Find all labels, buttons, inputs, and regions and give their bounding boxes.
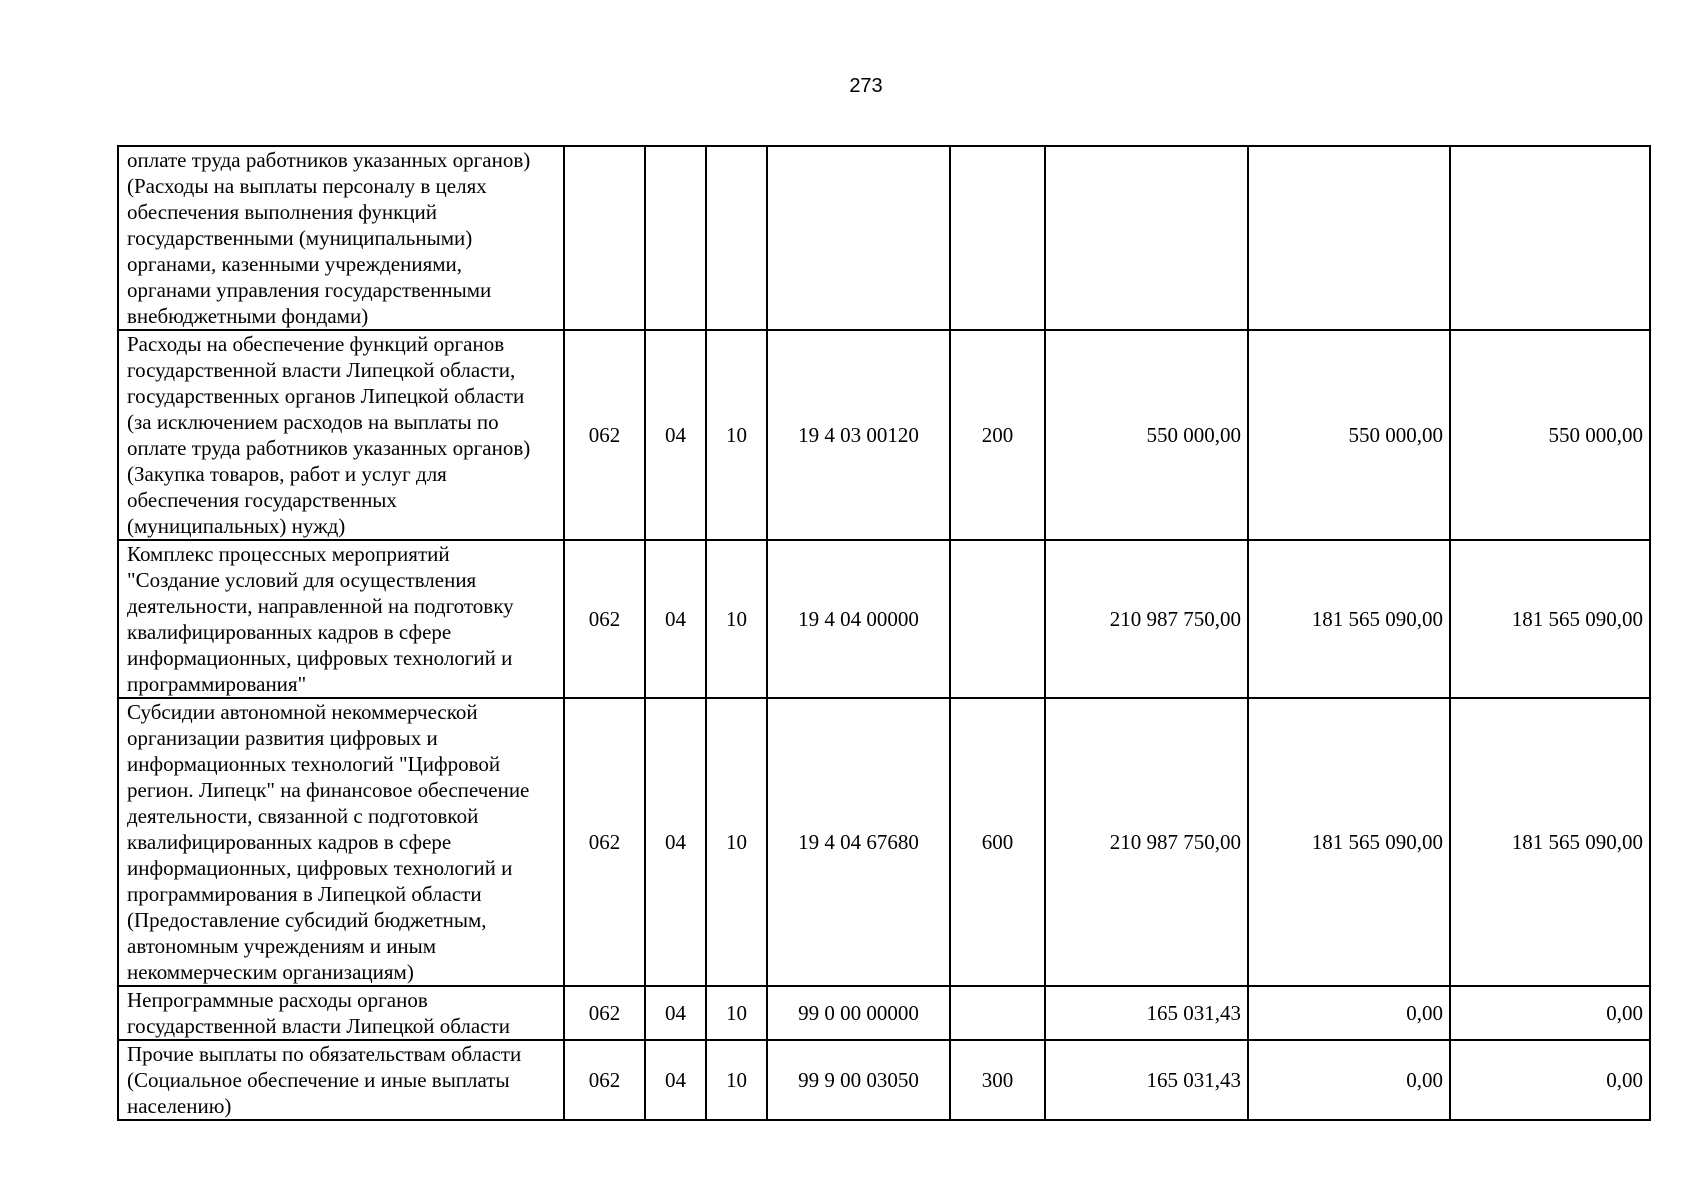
subsection-code bbox=[706, 146, 767, 330]
description-line: государственной власти Липецкой области bbox=[127, 1014, 510, 1038]
ministry-code bbox=[564, 146, 645, 330]
description-line: программирования в Липецкой области bbox=[127, 882, 482, 906]
description-line: (Закупка товаров, работ и услуг для bbox=[127, 462, 447, 486]
description-line: (Расходы на выплаты персоналу в целях bbox=[127, 174, 487, 198]
amount-year-3: 0,00 bbox=[1450, 986, 1650, 1040]
amount-year-1: 550 000,00 bbox=[1045, 330, 1248, 540]
target-article-code: 19 4 04 00000 bbox=[767, 540, 950, 698]
amount-year-2: 0,00 bbox=[1248, 986, 1450, 1040]
budget-table bbox=[117, 145, 1651, 1121]
description-line: некоммерческим организациям) bbox=[127, 960, 414, 984]
target-article-code bbox=[767, 146, 950, 330]
description-line: организации развития цифровых и bbox=[127, 726, 438, 750]
subsection-code: 10 bbox=[706, 330, 767, 540]
amount-year-1: 210 987 750,00 bbox=[1045, 540, 1248, 698]
description-line: обеспечения выполнения функций bbox=[127, 200, 438, 224]
table-row bbox=[118, 146, 1650, 330]
expense-type-code bbox=[950, 540, 1045, 698]
amount-year-2: 550 000,00 bbox=[1248, 330, 1450, 540]
amount-year-3: 550 000,00 bbox=[1450, 330, 1650, 540]
target-article-code: 19 4 03 00120 bbox=[767, 330, 950, 540]
section-code: 04 bbox=[645, 1040, 706, 1120]
expense-type-code: 600 bbox=[950, 698, 1045, 986]
row-description bbox=[118, 330, 564, 540]
expense-type-code bbox=[950, 986, 1045, 1040]
ministry-code: 062 bbox=[564, 698, 645, 986]
description-line: внебюджетными фондами) bbox=[127, 304, 369, 328]
section-code: 04 bbox=[645, 330, 706, 540]
description-line: информационных, цифровых технологий и bbox=[127, 646, 513, 670]
ministry-code: 062 bbox=[564, 1040, 645, 1120]
description-line: программирования" bbox=[127, 672, 307, 696]
description-line: Субсидии автономной некоммерческой bbox=[127, 700, 478, 724]
row-description bbox=[118, 986, 564, 1040]
row-description bbox=[118, 698, 564, 986]
amount-year-3: 0,00 bbox=[1450, 1040, 1650, 1120]
amount-year-3: 181 565 090,00 bbox=[1450, 540, 1650, 698]
description-line: органами, казенными учреждениями, bbox=[127, 252, 463, 276]
page-number: 273 bbox=[849, 75, 883, 97]
amount-year-2 bbox=[1248, 146, 1450, 330]
description-line: (за исключением расходов на выплаты по bbox=[127, 410, 499, 434]
description-line: государственных органов Липецкой области bbox=[127, 384, 525, 408]
description-line: государственными (муниципальными) bbox=[127, 226, 473, 250]
amount-year-2: 0,00 bbox=[1248, 1040, 1450, 1120]
expense-type-code bbox=[950, 146, 1045, 330]
amount-year-2: 181 565 090,00 bbox=[1248, 698, 1450, 986]
description-line: Комплекс процессных мероприятий bbox=[127, 542, 450, 566]
target-article-code: 99 9 00 03050 bbox=[767, 1040, 950, 1120]
subsection-code: 10 bbox=[706, 698, 767, 986]
description-line: органами управления государственными bbox=[127, 278, 492, 302]
subsection-code: 10 bbox=[706, 540, 767, 698]
section-code: 04 bbox=[645, 540, 706, 698]
ministry-code: 062 bbox=[564, 330, 645, 540]
amount-year-1: 210 987 750,00 bbox=[1045, 698, 1248, 986]
ministry-code: 062 bbox=[564, 986, 645, 1040]
amount-year-1 bbox=[1045, 146, 1248, 330]
row-description bbox=[118, 1040, 564, 1120]
amount-year-3 bbox=[1450, 146, 1650, 330]
amount-year-1: 165 031,43 bbox=[1045, 986, 1248, 1040]
row-description bbox=[118, 146, 564, 330]
description-line: населению) bbox=[127, 1094, 232, 1118]
description-line: (Социальное обеспечение и иные выплаты bbox=[127, 1068, 510, 1092]
target-article-code: 99 0 00 00000 bbox=[767, 986, 950, 1040]
table-row bbox=[118, 330, 1650, 540]
target-article-code: 19 4 04 67680 bbox=[767, 698, 950, 986]
description-line: квалифицированных кадров в сфере bbox=[127, 620, 452, 644]
description-line: Прочие выплаты по обязательствам области bbox=[127, 1042, 522, 1066]
description-line: (Предоставление субсидий бюджетным, bbox=[127, 908, 487, 932]
subsection-code: 10 bbox=[706, 986, 767, 1040]
description-line: оплате труда работников указанных органов) bbox=[127, 436, 531, 460]
row-description bbox=[118, 540, 564, 698]
description-line: деятельности, связанной с подготовкой bbox=[127, 804, 479, 828]
description-line: обеспечения государственных bbox=[127, 488, 397, 512]
table-row bbox=[118, 698, 1650, 986]
amount-year-2: 181 565 090,00 bbox=[1248, 540, 1450, 698]
description-line: квалифицированных кадров в сфере bbox=[127, 830, 452, 854]
ministry-code: 062 bbox=[564, 540, 645, 698]
description-line: Расходы на обеспечение функций органов bbox=[127, 332, 505, 356]
description-line: Непрограммные расходы органов bbox=[127, 988, 428, 1012]
description-line: оплате труда работников указанных органов) bbox=[127, 148, 531, 172]
description-line: государственной власти Липецкой области, bbox=[127, 358, 516, 382]
table-row bbox=[118, 986, 1650, 1040]
table-body bbox=[118, 146, 1650, 1120]
amount-year-3: 181 565 090,00 bbox=[1450, 698, 1650, 986]
section-code: 04 bbox=[645, 986, 706, 1040]
description-line: (муниципальных) нужд) bbox=[127, 514, 346, 538]
section-code: 04 bbox=[645, 698, 706, 986]
description-line: деятельности, направленной на подготовку bbox=[127, 594, 514, 618]
subsection-code: 10 bbox=[706, 1040, 767, 1120]
section-code bbox=[645, 146, 706, 330]
description-line: автономным учреждениям и иным bbox=[127, 934, 437, 958]
description-line: информационных технологий "Цифровой bbox=[127, 752, 501, 776]
description-line: регион. Липецк" на финансовое обеспечение bbox=[127, 778, 530, 802]
expense-type-code: 200 bbox=[950, 330, 1045, 540]
table-row bbox=[118, 1040, 1650, 1120]
amount-year-1: 165 031,43 bbox=[1045, 1040, 1248, 1120]
expense-type-code: 300 bbox=[950, 1040, 1045, 1120]
table-row bbox=[118, 540, 1650, 698]
description-line: информационных, цифровых технологий и bbox=[127, 856, 513, 880]
description-line: "Создание условий для осуществления bbox=[127, 568, 477, 592]
